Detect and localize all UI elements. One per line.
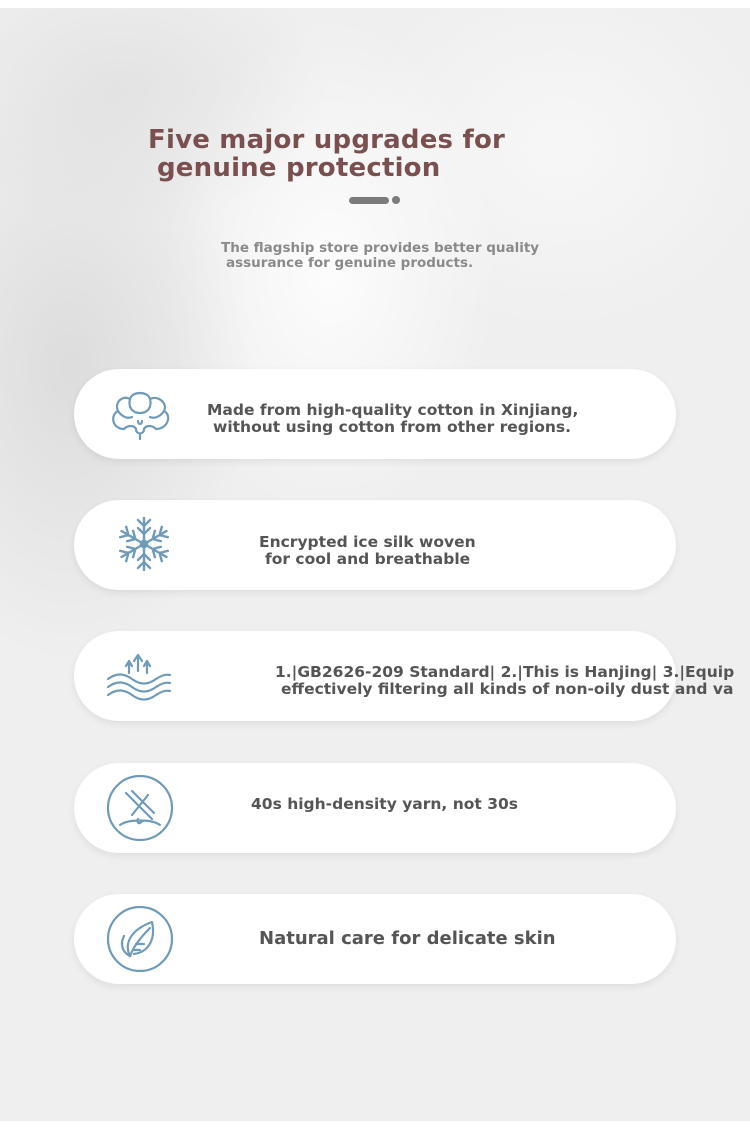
leaf-icon [102,906,178,972]
page-title-line-1: Five major upgrades for [148,125,506,155]
feature-text-cotton [207,402,578,436]
page-title [148,126,505,182]
feature-card-skin-care [74,894,676,984]
page-title-line-2: genuine protection [157,153,441,183]
page-subtitle-line-1: The flagship store provides better quality [221,240,540,256]
feature-card-cotton [74,369,676,459]
feature-text-line-2: without using cotton from other regions. [213,418,571,436]
divider-bar [349,197,389,204]
feature-text-line-2: for cool and breathable [265,550,471,568]
cotton-icon [102,381,178,447]
feature-card-ice-silk [74,500,676,590]
feature-text-filter-standard [275,664,734,698]
feature-text-yarn [251,796,518,813]
feature-text-line-1: Natural care for delicate skin [259,928,556,949]
feature-text-line-1: Made from high-quality cotton in Xinjiang, [207,401,579,419]
divider-dot [392,196,400,204]
feature-text-line-1: Encrypted ice silk woven [259,533,476,551]
feature-card-yarn [74,763,676,853]
feature-text-line-2: effectively filtering all kinds of non-oily dust and va [281,680,734,698]
breathable-waves-icon [102,643,178,709]
feature-text-line-1: 1.|GB2626-209 Standard| 2.|This is Hanjing| 3.|Equip [275,663,735,681]
page-subtitle-line-2: assurance for genuine products. [226,255,474,271]
feature-text-line-1: 40s high-density yarn, not 30s [251,795,519,813]
page-background [0,8,750,1121]
feature-text-ice-silk [259,534,476,568]
title-divider [349,196,400,204]
yarn-fabric-icon [102,775,178,841]
snowflake-icon [102,512,178,578]
feature-text-skin-care [259,929,556,949]
page-subtitle [221,241,539,271]
